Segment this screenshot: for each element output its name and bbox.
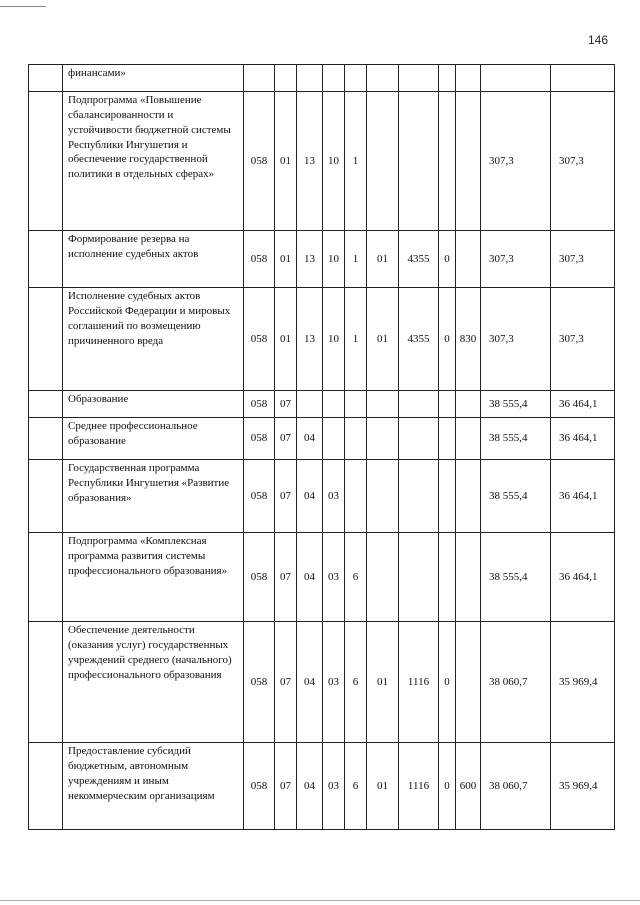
row-name: Предоставление субсидий бюджетным, автономным учреждениям и иным некоммерческим организациям	[63, 743, 244, 830]
code-cell-c7: 1116	[399, 743, 439, 830]
code-cell-c5: 6	[345, 622, 367, 743]
code-cell-c4: 03	[323, 743, 345, 830]
code-cell-c5: 6	[345, 533, 367, 622]
code-cell-c8	[439, 533, 456, 622]
amount-cell-v1: 38 555,4	[481, 533, 551, 622]
code-cell-c2: 01	[275, 92, 297, 231]
page-number: 146	[587, 33, 608, 47]
code-cell-c6: 01	[367, 231, 399, 288]
table-row	[29, 460, 615, 533]
code-cell-c7	[399, 92, 439, 231]
row-name: Подпрограмма «Повышение сбалансированности и устойчивости бюджетной системы Республики Ингушетия и обеспечение государственной политики в отдельных сферах»	[63, 92, 244, 231]
code-cell-c7: 4355	[399, 288, 439, 391]
row-number-cell	[29, 288, 63, 391]
code-cell-c4: 10	[323, 92, 345, 231]
code-cell-c2: 01	[275, 231, 297, 288]
code-cell-c5	[345, 391, 367, 418]
amount-cell-v1: 307,3	[481, 92, 551, 231]
amount-cell-v2: 36 464,1	[551, 391, 615, 418]
code-cell-c9	[456, 92, 481, 231]
code-cell-c5: 1	[345, 231, 367, 288]
code-cell-c3	[297, 65, 323, 92]
code-cell-c4	[323, 65, 345, 92]
table-row	[29, 418, 615, 460]
amount-cell-v1: 38 060,7	[481, 622, 551, 743]
amount-cell-v2: 307,3	[551, 92, 615, 231]
row-name: Государственная программа Республики Ингушетия «Развитие образования»	[63, 460, 244, 533]
amount-cell-v2	[551, 65, 615, 92]
code-cell-c6	[367, 533, 399, 622]
code-cell-c6: 01	[367, 743, 399, 830]
code-cell-c5: 6	[345, 743, 367, 830]
code-cell-c3: 13	[297, 288, 323, 391]
code-cell-c9	[456, 622, 481, 743]
code-cell-c5	[345, 460, 367, 533]
amount-cell-v2: 35 969,4	[551, 622, 615, 743]
row-number-cell	[29, 743, 63, 830]
row-name: Подпрограмма «Комплексная программа развития системы профессионального образования»	[63, 533, 244, 622]
row-number-cell	[29, 533, 63, 622]
amount-cell-v1	[481, 65, 551, 92]
code-cell-c4	[323, 391, 345, 418]
code-cell-c7: 4355	[399, 231, 439, 288]
code-cell-c1: 058	[244, 622, 275, 743]
table-row	[29, 533, 615, 622]
row-number-cell	[29, 622, 63, 743]
code-cell-c4	[323, 418, 345, 460]
code-cell-c1: 058	[244, 743, 275, 830]
code-cell-c7	[399, 391, 439, 418]
code-cell-c1: 058	[244, 460, 275, 533]
amount-cell-v2: 35 969,4	[551, 743, 615, 830]
row-name: финансами»	[63, 65, 244, 92]
code-cell-c9	[456, 460, 481, 533]
row-number-cell	[29, 65, 63, 92]
code-cell-c1: 058	[244, 92, 275, 231]
code-cell-c1: 058	[244, 288, 275, 391]
code-cell-c9	[456, 391, 481, 418]
code-cell-c1: 058	[244, 418, 275, 460]
code-cell-c3	[297, 391, 323, 418]
code-cell-c9	[456, 65, 481, 92]
row-number-cell	[29, 418, 63, 460]
amount-cell-v2: 307,3	[551, 288, 615, 391]
code-cell-c2: 07	[275, 418, 297, 460]
code-cell-c3: 04	[297, 533, 323, 622]
row-number-cell	[29, 391, 63, 418]
code-cell-c9	[456, 231, 481, 288]
code-cell-c2: 07	[275, 743, 297, 830]
row-name: Среднее профессиональное образование	[63, 418, 244, 460]
table-row	[29, 622, 615, 743]
code-cell-c7	[399, 65, 439, 92]
code-cell-c8: 0	[439, 622, 456, 743]
code-cell-c9	[456, 418, 481, 460]
table-row	[29, 391, 615, 418]
code-cell-c4: 10	[323, 231, 345, 288]
amount-cell-v1: 38 555,4	[481, 391, 551, 418]
row-number-cell	[29, 92, 63, 231]
code-cell-c6	[367, 92, 399, 231]
code-cell-c8	[439, 65, 456, 92]
amount-cell-v1: 38 555,4	[481, 460, 551, 533]
table-row	[29, 743, 615, 830]
bottom-rule	[0, 900, 640, 901]
code-cell-c6	[367, 65, 399, 92]
row-name: Обеспечение деятельности (оказания услуг) государственных учреждений среднего (начального) профессионального образования	[63, 622, 244, 743]
amount-cell-v2: 36 464,1	[551, 418, 615, 460]
code-cell-c5	[345, 418, 367, 460]
amount-cell-v1: 307,3	[481, 231, 551, 288]
code-cell-c3: 04	[297, 743, 323, 830]
code-cell-c2: 07	[275, 622, 297, 743]
code-cell-c9: 830	[456, 288, 481, 391]
code-cell-c3: 13	[297, 92, 323, 231]
code-cell-c5: 1	[345, 288, 367, 391]
code-cell-c8: 0	[439, 288, 456, 391]
code-cell-c6: 01	[367, 288, 399, 391]
code-cell-c9	[456, 533, 481, 622]
amount-cell-v2: 36 464,1	[551, 460, 615, 533]
code-cell-c7: 1116	[399, 622, 439, 743]
code-cell-c2: 07	[275, 460, 297, 533]
code-cell-c4: 10	[323, 288, 345, 391]
code-cell-c7	[399, 460, 439, 533]
code-cell-c4: 03	[323, 533, 345, 622]
code-cell-c1	[244, 65, 275, 92]
code-cell-c8: 0	[439, 231, 456, 288]
code-cell-c1: 058	[244, 533, 275, 622]
top-rule	[0, 6, 46, 7]
amount-cell-v1: 38 060,7	[481, 743, 551, 830]
code-cell-c6: 01	[367, 622, 399, 743]
code-cell-c6	[367, 391, 399, 418]
code-cell-c2: 07	[275, 391, 297, 418]
row-name: Образование	[63, 391, 244, 418]
code-cell-c2: 07	[275, 533, 297, 622]
code-cell-c3: 13	[297, 231, 323, 288]
code-cell-c7	[399, 533, 439, 622]
amount-cell-v1: 38 555,4	[481, 418, 551, 460]
code-cell-c4: 03	[323, 460, 345, 533]
row-name: Формирование резерва на исполнение судебных актов	[63, 231, 244, 288]
code-cell-c5	[345, 65, 367, 92]
code-cell-c2	[275, 65, 297, 92]
code-cell-c3: 04	[297, 622, 323, 743]
code-cell-c5: 1	[345, 92, 367, 231]
code-cell-c4: 03	[323, 622, 345, 743]
table-row	[29, 288, 615, 391]
code-cell-c1: 058	[244, 231, 275, 288]
code-cell-c3: 04	[297, 460, 323, 533]
row-name: Исполнение судебных актов Российской Федерации и мировых соглашений по возмещению причиненного вреда	[63, 288, 244, 391]
code-cell-c6	[367, 460, 399, 533]
code-cell-c6	[367, 418, 399, 460]
code-cell-c1: 058	[244, 391, 275, 418]
code-cell-c7	[399, 418, 439, 460]
code-cell-c2: 01	[275, 288, 297, 391]
amount-cell-v2: 36 464,1	[551, 533, 615, 622]
code-cell-c9: 600	[456, 743, 481, 830]
code-cell-c8	[439, 92, 456, 231]
code-cell-c8	[439, 418, 456, 460]
row-number-cell	[29, 460, 63, 533]
code-cell-c3: 04	[297, 418, 323, 460]
budget-table	[28, 64, 615, 830]
code-cell-c8: 0	[439, 743, 456, 830]
table-row	[29, 92, 615, 231]
row-number-cell	[29, 231, 63, 288]
code-cell-c8	[439, 391, 456, 418]
code-cell-c8	[439, 460, 456, 533]
amount-cell-v2: 307,3	[551, 231, 615, 288]
amount-cell-v1: 307,3	[481, 288, 551, 391]
table-row	[29, 231, 615, 288]
table-row	[29, 65, 615, 92]
